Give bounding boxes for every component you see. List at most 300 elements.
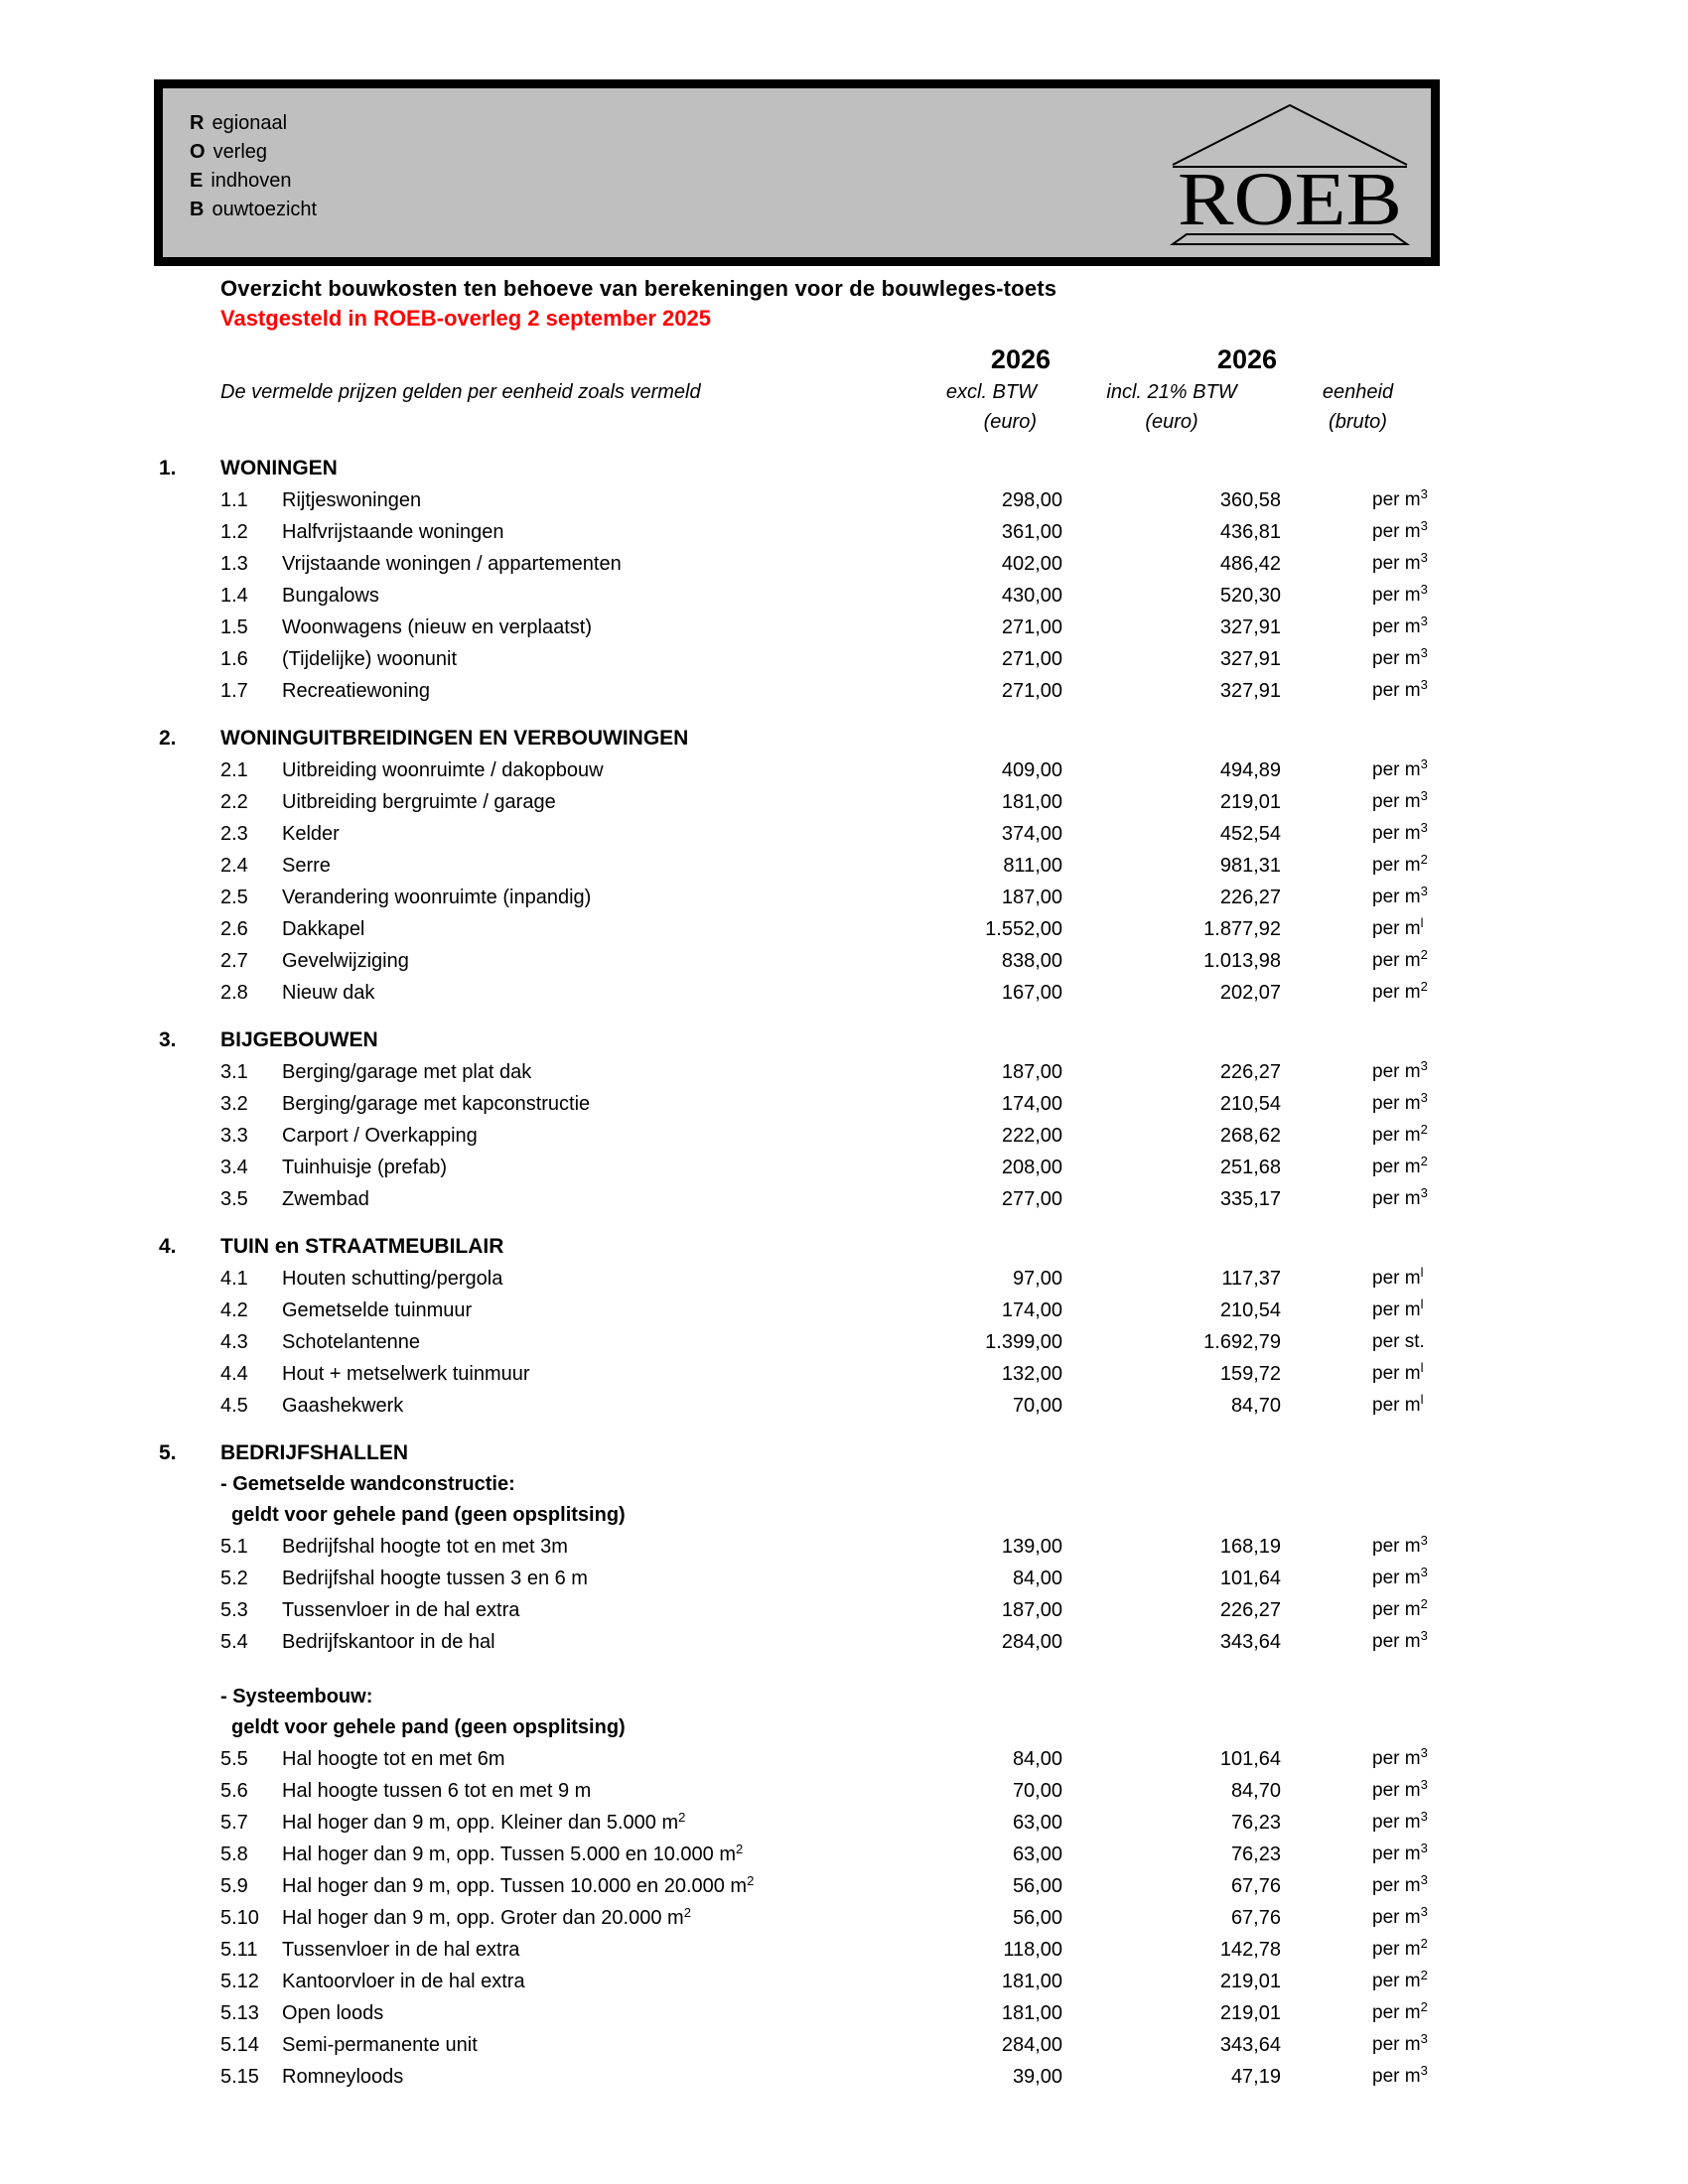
superscript: 3	[1420, 884, 1428, 898]
row-price-excl: 222,00	[1001, 1125, 1062, 1147]
row-price-incl: 327,91	[1219, 680, 1281, 702]
row-price-incl: 226,27	[1219, 1599, 1281, 1621]
row-number: 2.7	[220, 950, 248, 972]
section-title: BIJGEBOUWEN	[220, 1028, 378, 1051]
row-number: 1.4	[220, 585, 248, 607]
column-subheader-row	[154, 407, 1435, 437]
row-label: Tuinhuisje (prefab)	[282, 1157, 448, 1178]
row-label: Hal hoger dan 9 m, opp. Groter dan 20.000 $m^2$	[282, 1905, 691, 1929]
superscript: l	[1420, 1297, 1424, 1311]
section-group	[154, 1469, 1435, 1658]
row-unit: per $m^3$	[1372, 1185, 1428, 1209]
year-header-row	[154, 341, 1435, 377]
row-price-incl: 327,91	[1219, 648, 1281, 670]
row-price-excl: 187,00	[1001, 1061, 1062, 1083]
row-price-excl: 271,00	[1001, 680, 1062, 702]
table-row	[154, 1183, 1435, 1215]
row-unit: per $m^3$	[1372, 1090, 1428, 1114]
table-row	[154, 516, 1435, 548]
row-number: 1.2	[220, 521, 248, 543]
superscript: 2	[1420, 1936, 1428, 1951]
row-unit: per $m^2$	[1372, 1999, 1428, 2023]
section-number: 1.	[159, 457, 177, 479]
banner-acronym-lines	[190, 109, 317, 224]
intro-note: De vermelde prijzen gelden per eenheid zoals vermeld	[220, 381, 701, 403]
row-unit: per $m^2$	[1372, 1596, 1428, 1620]
row-number: 3.2	[220, 1093, 248, 1115]
row-number: 1.3	[220, 553, 248, 575]
table-row	[154, 484, 1435, 516]
row-unit: per $m^l$	[1372, 1392, 1424, 1416]
banner-line	[190, 196, 317, 224]
row-price-excl: 174,00	[1001, 1093, 1062, 1115]
table-row	[154, 1295, 1435, 1326]
price-section	[154, 1231, 1435, 1422]
row-price-incl: 1.877,92	[1203, 918, 1281, 940]
table-row	[154, 1902, 1435, 1934]
section-number: 5.	[159, 1441, 177, 1464]
row-price-excl: 63,00	[1012, 1843, 1062, 1865]
row-label: Hout + metselwerk tuinmuur	[282, 1363, 530, 1385]
superscript: 2	[1420, 1999, 1428, 2014]
row-number: 1.5	[220, 616, 248, 638]
row-label: Woonwagens (nieuw en verplaatst)	[282, 616, 593, 638]
row-number: 4.2	[220, 1299, 248, 1321]
row-unit: per $m^3$	[1372, 1904, 1428, 1928]
row-label: Vrijstaande woningen / appartementen	[282, 553, 622, 575]
row-label: Berging/garage met kapconstructie	[282, 1093, 591, 1115]
table-row	[154, 1531, 1435, 1563]
row-unit: per $m^3$	[1372, 820, 1428, 844]
superscript: l	[1420, 915, 1424, 930]
row-unit: per $m^2$	[1372, 947, 1428, 971]
section-group	[154, 484, 1435, 707]
row-label: Schotelantenne	[282, 1331, 421, 1353]
banner-line-initial: E	[190, 170, 204, 192]
page-subtitle: Vastgesteld in ROEB-overleg 2 september 2025	[220, 306, 711, 331]
superscript: 3	[1420, 788, 1428, 803]
row-unit: per $m^2$	[1372, 1968, 1428, 1991]
table-row	[154, 1088, 1435, 1120]
row-price-incl: 335,17	[1219, 1188, 1281, 1210]
row-unit: per $m^l$	[1372, 1360, 1424, 1384]
superscript: 2	[747, 1873, 755, 1888]
section-heading	[154, 1437, 1435, 1469]
row-unit: per $m^3$	[1372, 486, 1428, 510]
row-label: Halfvrijstaande woningen	[282, 521, 504, 543]
superscript: 3	[1420, 677, 1428, 692]
superscript: 2	[1420, 1968, 1428, 1982]
row-number: 2.1	[220, 759, 248, 781]
table-row	[154, 1056, 1435, 1088]
row-number: 5.4	[220, 1631, 248, 1653]
superscript: 2	[1420, 852, 1428, 867]
row-price-incl: 47,19	[1230, 2066, 1281, 2088]
section-group	[154, 1056, 1435, 1215]
row-number: 2.8	[220, 982, 248, 1004]
row-label: Zwembad	[282, 1188, 369, 1210]
table-row	[154, 818, 1435, 850]
row-number: 5.6	[220, 1780, 248, 1802]
row-price-incl: 494,89	[1219, 759, 1281, 781]
row-number: 5.14	[220, 2034, 259, 2056]
row-label: Bedrijfskantoor in de hal	[282, 1631, 495, 1653]
price-section	[154, 723, 1435, 1009]
banner-line-rest: egionaal	[211, 112, 288, 134]
row-price-excl: 167,00	[1001, 982, 1062, 1004]
page-title: Overzicht bouwkosten ten behoeve van berekeningen voor de bouwleges-toets	[220, 276, 1057, 301]
row-number: 2.2	[220, 791, 248, 813]
row-unit: per $m^l$	[1372, 1297, 1424, 1320]
row-price-excl: 181,00	[1001, 1971, 1062, 1992]
row-price-excl: 56,00	[1012, 1907, 1062, 1929]
row-number: 4.4	[220, 1363, 248, 1385]
row-price-incl: 520,30	[1219, 585, 1281, 607]
row-price-excl: 70,00	[1012, 1780, 1062, 1802]
row-price-excl: 409,00	[1001, 759, 1062, 781]
section-group	[154, 754, 1435, 1009]
row-price-incl: 84,70	[1230, 1780, 1281, 1802]
row-label: Nieuw dak	[282, 982, 375, 1004]
row-price-excl: 187,00	[1001, 887, 1062, 908]
row-unit: per $m^3$	[1372, 2031, 1428, 2055]
superscript: 2	[1420, 1154, 1428, 1168]
row-price-incl: 251,68	[1219, 1157, 1281, 1178]
table-row	[154, 850, 1435, 882]
row-unit: per $m^2$	[1372, 1122, 1428, 1146]
superscript: 3	[1420, 1185, 1428, 1200]
table-row	[154, 643, 1435, 675]
row-price-incl: 226,27	[1219, 1061, 1281, 1083]
column-header-row	[154, 377, 1435, 407]
group-subheading: - Systeembouw:	[220, 1686, 373, 1707]
price-section	[154, 1024, 1435, 1215]
table-row	[154, 612, 1435, 643]
row-label: Hal hoogte tussen 6 tot en met 9 m	[282, 1780, 592, 1802]
row-label: Dakkapel	[282, 918, 365, 940]
superscript: 3	[1420, 1872, 1428, 1887]
row-price-incl: 210,54	[1219, 1299, 1281, 1321]
table-row	[154, 548, 1435, 580]
row-label: Verandering woonruimte (inpandig)	[282, 887, 592, 908]
row-price-incl: 219,01	[1219, 1971, 1281, 1992]
section-heading	[154, 1024, 1435, 1056]
row-label: Tussenvloer in de hal extra	[282, 1599, 520, 1621]
row-number: 4.3	[220, 1331, 248, 1353]
banner-line-rest: indhoven	[211, 170, 292, 192]
superscript: 3	[1420, 2031, 1428, 2046]
table-row	[154, 580, 1435, 612]
banner-line-initial: R	[190, 112, 205, 134]
row-label: Hal hoogte tot en met 6m	[282, 1748, 505, 1770]
row-label: Open loods	[282, 2002, 384, 2024]
row-price-incl: 76,23	[1230, 1812, 1281, 1834]
table-row	[154, 977, 1435, 1009]
row-price-incl: 486,42	[1219, 553, 1281, 575]
table-row	[154, 754, 1435, 786]
section-title: WONINGUITBREIDINGEN EN VERBOUWINGEN	[220, 727, 689, 750]
row-label: Hal hoger dan 9 m, opp. Tussen 5.000 en 10.000 $m^2$	[282, 1842, 744, 1865]
row-price-incl: 343,64	[1219, 2034, 1281, 2056]
banner-line-rest: verleg	[212, 141, 268, 163]
row-label: Kelder	[282, 823, 340, 845]
table-row	[154, 2061, 1435, 2093]
group-subheading: geldt voor gehele pand (geen opsplitsing)	[231, 1504, 626, 1526]
year-excl: 2026	[990, 344, 1051, 374]
column-unit-sub: (bruto)	[1329, 411, 1387, 433]
superscript: 3	[1420, 2063, 1428, 2078]
row-price-incl: 327,91	[1219, 616, 1281, 638]
row-number: 2.6	[220, 918, 248, 940]
section-heading	[154, 453, 1435, 484]
row-number: 3.4	[220, 1157, 248, 1178]
price-section	[154, 453, 1435, 707]
row-label: Serre	[282, 855, 331, 877]
table-row	[154, 1563, 1435, 1594]
table-row	[154, 1870, 1435, 1902]
table-row	[154, 1807, 1435, 1839]
row-price-incl: 202,07	[1219, 982, 1281, 1004]
row-price-excl: 63,00	[1012, 1812, 1062, 1834]
banner-line	[190, 138, 317, 167]
row-unit: per $m^3$	[1372, 677, 1428, 701]
row-number: 1.6	[220, 648, 248, 670]
table-row	[154, 1743, 1435, 1775]
superscript: 2	[1420, 947, 1428, 962]
row-price-excl: 277,00	[1001, 1188, 1062, 1210]
superscript: 3	[1420, 1628, 1428, 1643]
section-number: 2.	[159, 727, 177, 750]
row-unit: per $m^3$	[1372, 1809, 1428, 1833]
superscript: 3	[1420, 486, 1428, 501]
group-subheading: - Gemetselde wandconstructie:	[220, 1473, 515, 1495]
superscript: 3	[1420, 1565, 1428, 1579]
row-unit: per $m^3$	[1372, 1745, 1428, 1769]
row-label: Gaashekwerk	[282, 1395, 404, 1417]
row-price-incl: 436,81	[1219, 521, 1281, 543]
section-number: 4.	[159, 1235, 177, 1258]
superscript: 2	[735, 1842, 744, 1856]
table-row	[154, 1326, 1435, 1358]
row-unit: per $m^l$	[1372, 1265, 1424, 1289]
row-number: 5.11	[220, 1939, 258, 1961]
superscript: 3	[1420, 1090, 1428, 1105]
row-number: 2.5	[220, 887, 248, 908]
row-number: 1.1	[220, 489, 248, 511]
table-row	[154, 1263, 1435, 1295]
row-price-incl: 67,76	[1230, 1875, 1281, 1897]
table-row	[154, 1120, 1435, 1152]
table-row	[154, 1358, 1435, 1390]
table-row	[154, 1775, 1435, 1807]
row-price-incl: 452,54	[1219, 823, 1281, 845]
banner-line-rest: ouwtoezicht	[211, 199, 318, 220]
row-label: Gevelwijziging	[282, 950, 409, 972]
row-unit: per $m^3$	[1372, 1628, 1428, 1652]
row-unit: per $m^3$	[1372, 614, 1428, 637]
row-price-incl: 219,01	[1219, 2002, 1281, 2024]
table-row	[154, 1997, 1435, 2029]
row-number: 4.1	[220, 1268, 248, 1290]
row-number: 5.5	[220, 1748, 248, 1770]
superscript: 3	[1420, 756, 1428, 771]
row-label: (Tijdelijke) woonunit	[282, 648, 457, 670]
section-title: BEDRIJFSHALLEN	[220, 1441, 409, 1464]
banner-line	[190, 167, 317, 196]
superscript: 2	[678, 1810, 686, 1825]
table-row	[154, 1390, 1435, 1422]
superscript: 2	[1420, 979, 1428, 994]
row-label: Hal hoger dan 9 m, opp. Tussen 10.000 en 20.000 $m^2$	[282, 1873, 755, 1897]
row-price-excl: 84,00	[1012, 1748, 1062, 1770]
superscript: 3	[1420, 820, 1428, 835]
row-unit: per $m^3$	[1372, 645, 1428, 669]
row-label: Semi-permanente unit	[282, 2034, 478, 2056]
row-unit: per $m^2$	[1372, 979, 1428, 1003]
superscript: 3	[1420, 1777, 1428, 1792]
row-unit: per $m^2$	[1372, 1936, 1428, 1960]
table-row	[154, 1839, 1435, 1870]
section-heading	[154, 723, 1435, 754]
row-unit: per $m^3$	[1372, 1777, 1428, 1801]
row-price-excl: 118,00	[1003, 1939, 1062, 1961]
price-section	[154, 1437, 1435, 2093]
roeb-banner	[154, 79, 1440, 266]
row-label: Berging/garage met plat dak	[282, 1061, 532, 1083]
row-label: Kantoorvloer in de hal extra	[282, 1971, 525, 1992]
row-price-incl: 226,27	[1219, 887, 1281, 908]
superscript: l	[1420, 1265, 1424, 1280]
superscript: 3	[1420, 582, 1428, 597]
superscript: 2	[1420, 1122, 1428, 1137]
superscript: 3	[1420, 1841, 1428, 1855]
row-number: 5.15	[220, 2066, 259, 2088]
superscript: l	[1420, 1360, 1424, 1375]
row-price-incl: 219,01	[1219, 791, 1281, 813]
row-price-excl: 139,00	[1001, 1536, 1062, 1558]
row-price-excl: 1.552,00	[985, 918, 1062, 940]
row-number: 5.9	[220, 1875, 248, 1897]
row-price-excl: 271,00	[1001, 616, 1062, 638]
section-title: WONINGEN	[220, 457, 338, 479]
row-price-incl: 1.013,98	[1203, 950, 1281, 972]
row-label: Hal hoger dan 9 m, opp. Kleiner dan 5.000 $m^2$	[282, 1810, 686, 1834]
row-label: Romneyloods	[282, 2066, 404, 2088]
row-label: Bungalows	[282, 585, 379, 607]
price-table	[154, 453, 1435, 2093]
row-number: 5.2	[220, 1568, 248, 1589]
row-unit: per $m^3$	[1372, 1841, 1428, 1864]
row-price-incl: 76,23	[1230, 1843, 1281, 1865]
row-price-incl: 1.692,79	[1203, 1331, 1281, 1353]
section-heading	[154, 1231, 1435, 1263]
row-price-incl: 268,62	[1219, 1125, 1281, 1147]
column-excl-sub: (euro)	[983, 411, 1037, 433]
row-label: Bedrijfshal hoogte tussen 3 en 6 m	[282, 1568, 588, 1589]
row-unit: per $m^3$	[1372, 1058, 1428, 1082]
table-row	[154, 1934, 1435, 1966]
superscript: 3	[1420, 518, 1428, 533]
row-label: Uitbreiding bergruimte / garage	[282, 791, 556, 813]
row-price-incl: 981,31	[1219, 855, 1281, 877]
table-row	[154, 882, 1435, 913]
superscript: l	[1420, 1392, 1424, 1407]
superscript: 3	[1420, 1533, 1428, 1548]
document-body	[154, 274, 1435, 2093]
superscript: 3	[1420, 1058, 1428, 1073]
row-unit: per $m^3$	[1372, 788, 1428, 812]
row-price-excl: 284,00	[1001, 2034, 1062, 2056]
row-price-excl: 838,00	[1001, 950, 1062, 972]
row-number: 2.3	[220, 823, 248, 845]
row-price-excl: 39,00	[1012, 2066, 1062, 2088]
row-unit: per $m^3$	[1372, 1565, 1428, 1588]
table-row	[154, 786, 1435, 818]
column-unit-label: eenheid	[1322, 381, 1394, 403]
row-label: Uitbreiding woonruimte / dakopbouw	[282, 759, 604, 781]
row-price-incl: 168,19	[1219, 1536, 1281, 1558]
row-unit: per $m^3$	[1372, 1533, 1428, 1557]
row-price-incl: 84,70	[1230, 1395, 1281, 1417]
row-price-incl: 101,64	[1219, 1568, 1281, 1589]
banner-line-initial: B	[190, 199, 205, 220]
year-incl: 2026	[1216, 344, 1277, 374]
table-row	[154, 2029, 1435, 2061]
row-unit: per st.	[1372, 1331, 1425, 1352]
row-price-excl: 361,00	[1001, 521, 1062, 543]
superscript: 3	[1420, 614, 1428, 628]
row-number: 5.1	[220, 1536, 248, 1558]
row-unit: per $m^3$	[1372, 756, 1428, 780]
row-unit: per $m^2$	[1372, 1154, 1428, 1177]
row-price-excl: 811,00	[1003, 855, 1062, 877]
superscript: 3	[1420, 1809, 1428, 1824]
column-incl-sub: (euro)	[1145, 411, 1198, 433]
row-number: 3.3	[220, 1125, 248, 1147]
banner-line	[190, 109, 317, 138]
row-price-excl: 374,00	[1001, 823, 1062, 845]
row-price-excl: 56,00	[1012, 1875, 1062, 1897]
row-unit: per $m^3$	[1372, 518, 1428, 542]
row-number: 4.5	[220, 1395, 248, 1417]
superscript: 3	[1420, 550, 1428, 565]
row-price-excl: 208,00	[1001, 1157, 1062, 1178]
row-price-excl: 70,00	[1012, 1395, 1062, 1417]
section-number: 3.	[159, 1028, 177, 1051]
row-number: 1.7	[220, 680, 248, 702]
row-unit: per $m^3$	[1372, 884, 1428, 907]
row-number: 5.12	[220, 1971, 259, 1992]
table-row	[154, 1152, 1435, 1183]
row-price-excl: 181,00	[1001, 2002, 1062, 2024]
row-price-incl: 142,78	[1219, 1939, 1281, 1961]
table-row	[154, 1966, 1435, 1997]
row-price-excl: 84,00	[1012, 1568, 1062, 1589]
row-unit: per $m^3$	[1372, 582, 1428, 606]
row-unit: per $m^2$	[1372, 852, 1428, 876]
row-price-incl: 343,64	[1219, 1631, 1281, 1653]
superscript: 2	[683, 1905, 691, 1920]
row-price-excl: 187,00	[1001, 1599, 1062, 1621]
column-excl-label: excl. BTW	[945, 381, 1037, 403]
row-unit: per $m^3$	[1372, 2063, 1428, 2087]
row-price-excl: 271,00	[1001, 648, 1062, 670]
roeb-logo-text: ROEB	[1178, 158, 1402, 241]
superscript: 3	[1420, 1904, 1428, 1919]
row-number: 3.1	[220, 1061, 248, 1083]
row-price-incl: 360,58	[1219, 489, 1281, 511]
superscript: 3	[1420, 1745, 1428, 1760]
